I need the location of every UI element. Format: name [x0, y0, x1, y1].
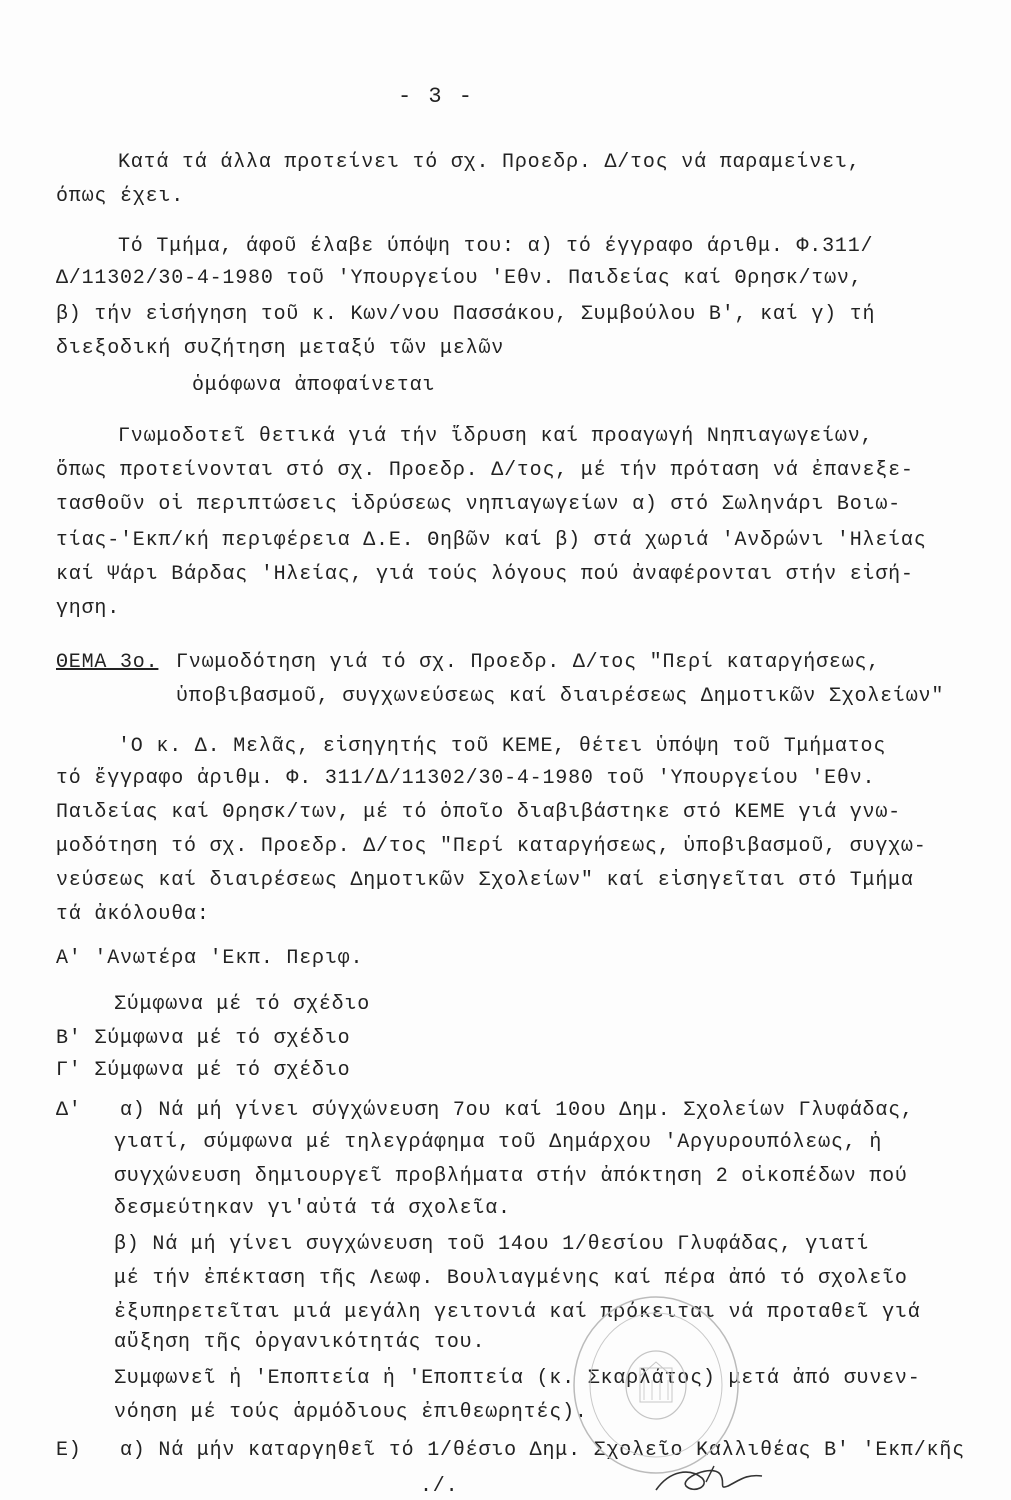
text-line-28: συγχώνευση δημιουργεῖ προβλήματα στήν ἀπόκτηση 2 οἰκοπέδων πού — [114, 1165, 908, 1188]
text-line-29: δεσμεύτηκαν γι'αὐτά τά σχολεῖα. — [114, 1197, 511, 1220]
text-line-11: τίας-'Εκπ/κή περιφέρεια Δ.Ε. Θηβῶν καί β) στά χωριά 'Ανδρώνι 'Ηλείας — [56, 529, 927, 552]
topic-title-line-2: ὑποβιβασμοῦ, συγχωνεύσεως καί διαιρέσεως Δημοτικῶν Σχολείων" — [176, 685, 945, 708]
text-line-5: β) τήν εἰσήγηση τοῦ κ. Κων/νου Πασσάκου, Συμβούλου Β', καί γ) τή — [56, 303, 876, 326]
text-line-13: γηση. — [56, 597, 121, 620]
item-b: Β' Σύμφωνα μέ τό σχέδιο — [56, 1027, 351, 1050]
text-line-19: μοδότηση τό σχ. Προεδρ. Δ/τος "Περί καταργήσεως, ὑποβιβασμοῦ, συγχω- — [56, 835, 927, 858]
text-line-30: β) Νά μή γίνει συγχώνευση τοῦ 14ου 1/θεσίου Γλυφάδας, γιατί — [114, 1233, 870, 1256]
text-line-8: Γνωμοδοτεῖ θετικά γιά τήν ἵδρυση καί προαγωγή Νηπιαγωγείων, — [118, 425, 874, 448]
text-line-27: γιατί, σύμφωνα μέ τηλεγράφημα τοῦ Δημάρχου 'Αργυρουπόλεως, ἡ — [114, 1131, 883, 1154]
text-line-1: Κατά τά άλλα προτείνει τό σχ. Προεδρ. Δ/τος νά παραμείνει, — [118, 151, 861, 174]
text-line-9: ὅπως προτείνονται στό σχ. Προεδρ. Δ/τος, μέ τήν πρόταση νά ἐπανεξε- — [56, 459, 914, 482]
item-a-note: Σύμφωνα μέ τό σχέδιο — [114, 993, 371, 1016]
text-line-34: Συμφωνεῖ ἡ 'Εποπτεία ἡ 'Εποπτεία (κ. Σκαρλάτος) μετά ἀπό συνεν- — [114, 1367, 921, 1390]
text-line-17: τό ἔγγραφο ἀριθμ. Φ. 311/Δ/11302/30-4-1980 τοῦ 'Υπουργείου 'Εθν. — [56, 767, 876, 790]
text-line-10: τασθοῦν οἱ περιπτώσεις ἱδρύσεως νηπιαγωγείων α) στό Σωληνάρι Βοιω- — [56, 493, 901, 516]
text-line-33: αὔξηση τῆς ὀργανικότητάς του. — [114, 1331, 486, 1354]
signature — [650, 1460, 780, 1498]
item-e: Ε) α) Νά μήν καταργηθεῖ τό 1/θέσιο Δημ. Σχολεῖο Καλλιθέας Β' 'Εκπ/κῆς — [56, 1439, 965, 1462]
text-line-2: όπως έχει. — [56, 185, 185, 208]
text-line-35: νόηση μέ τούς ἁρμόδιους ἐπιθεωρητές). — [114, 1401, 588, 1424]
official-seal — [566, 1290, 746, 1480]
text-line-4: Δ/11302/30-4-1980 τοῦ 'Υπουργείου 'Εθν. Παιδείας καί Θρησκ/των, — [56, 267, 863, 290]
continuation-mark: ./. — [420, 1475, 459, 1498]
text-line-21: τά ἀκόλουθα: — [56, 903, 210, 926]
topic-title-line-1: Γνωμοδότηση γιά τό σχ. Προεδρ. Δ/τος "Περί καταργήσεως, — [176, 651, 881, 674]
text-line-18: Παιδείας καί Θρησκ/των, μέ τό ὁποῖο διαβιβάστηκε στό ΚΕΜΕ γιά γνω- — [56, 801, 901, 824]
text-line-6: διεξοδική συζήτηση μεταξύ τῶν μελῶν — [56, 337, 505, 360]
text-line-31: μέ τήν ἐπέκταση τῆς Λεωφ. Βουλιαγμένης καί πέρα ἀπό τό σχολεῖο — [114, 1267, 908, 1290]
item-d: Δ' α) Νά μή γίνει σύγχώνευση 7ου καί 10ου Δημ. Σχολείων Γλυφάδας, — [56, 1099, 914, 1122]
text-line-3: Τό Τμήμα, άφοῦ έλαβε ύπόψη του: α) τό έγγραφο άριθμ. Φ.311/ — [118, 235, 874, 258]
text-line-12: καί Ψάρι Βάρδας 'Ηλείας, γιά τούς λόγους πού ἀναφέρονται στήν εἰσή- — [56, 563, 914, 586]
page-number: - 3 - — [398, 84, 475, 109]
text-line-16: 'Ο κ. Δ. Μελᾶς, εἰσηγητής τοῦ ΚΕΜΕ, θέτει ὑπόψη τοῦ Τμήματος — [118, 735, 887, 758]
text-line-32: ἐξυπηρετεῖται μιά μεγάλη γειτονιά καί πρόκειται νά προταθεῖ γιά — [114, 1301, 921, 1324]
topic-label: ΘΕΜΑ 3ο. — [56, 651, 159, 674]
decision-heading: ὁμόφωνα ἀποφαίνεται — [192, 374, 436, 397]
item-a: Α' 'Ανωτέρα 'Εκπ. Περιφ. — [56, 947, 364, 970]
item-c: Γ' Σύμφωνα μέ τό σχέδιο — [56, 1059, 351, 1082]
text-line-20: νεύσεως καί διαιρέσεως Δημοτικῶν Σχολείων" καί εἰσηγεῖται στό Τμήμα — [56, 869, 914, 892]
